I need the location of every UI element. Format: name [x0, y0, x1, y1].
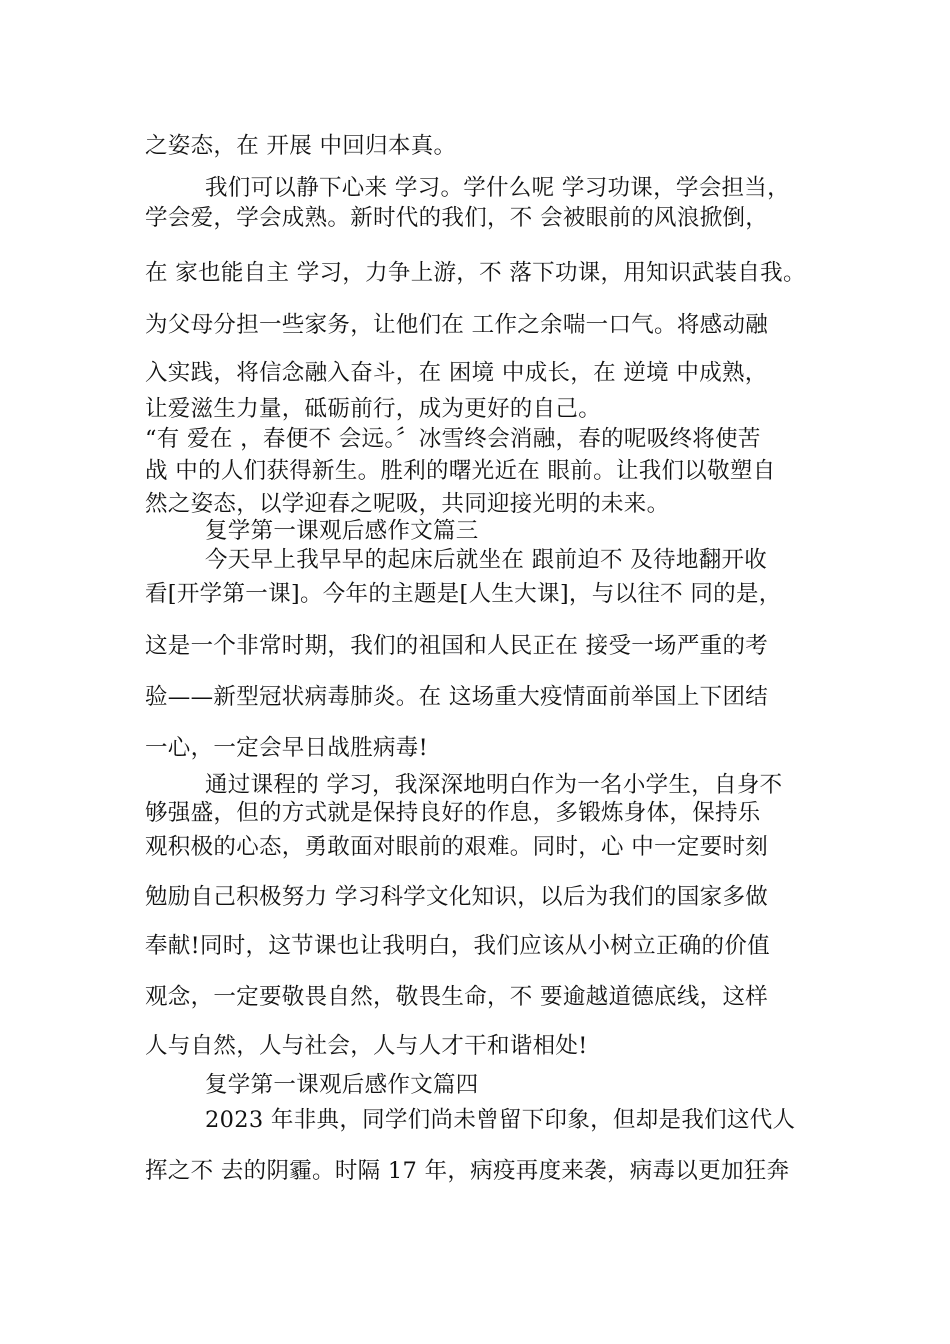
text-line: 为父母分担一些家务，让他们在 工作之余喘一口气。将感动融	[145, 312, 769, 338]
text-line: 我们可以静下心来 学习。学什么呢 学习功课，学会担当，	[205, 175, 790, 201]
text-line: 勉励自己积极努力 学习科学文化知识，以后为我们的国家多做	[145, 884, 769, 910]
text-line: 然之姿态，以学迎春之呢吸，共同迎接光明的未来。	[145, 491, 670, 517]
text-line: 验——新型冠状病毒肺炎。在 这场重大疫情面前举国上下团结	[145, 684, 769, 710]
text-line: 今天早上我早早的起床后就坐在 跟前迫不 及待地翻开收	[205, 547, 768, 573]
text-line: 2023 年非典，同学们尚未曾留下印象，但却是我们这代人	[205, 1107, 796, 1133]
text-line: 让爱滋生力量，砥砺前行，成为更好的自己。	[145, 396, 602, 422]
text-line: 挥之不 去的阴霾。时隔 17 年，病疫再度来袭，病毒以更加狂奔	[145, 1158, 790, 1184]
text-line: 观念，一定要敬畏自然，敬畏生命，不 要逾越道德底线，这样	[145, 984, 769, 1010]
text-line: 够强盛，但的方式就是保持良好的作息，多锻炼身体，保持乐	[145, 800, 761, 826]
text-line: 这是一个非常时期，我们的祖国和人民正在 接受一场严重的考	[145, 633, 769, 659]
text-line: 学会爱，学会成熟。新时代的我们，不 会被眼前的风浪掀倒，	[145, 205, 769, 231]
text-line: 战 中的人们获得新生。胜利的曙光近在 眼前。让我们以敬塑自	[145, 458, 776, 484]
text-line: 看[开学第一课]。今年的主题是[人生大课]，与以往不 同的是，	[145, 581, 782, 607]
text-line: 人与自然，人与社会，人与人才干和谐相处!	[145, 1033, 588, 1059]
text-line: “有 爱在 ，春便不 会远。〞冰雪终会消融，春的呢吸终将使苦	[145, 426, 761, 452]
text-line: 奉献!同时，这节课也让我明白，我们应该从小树立正确的价值	[145, 933, 770, 959]
section-heading: 复学第一课观后感作文篇四	[205, 1072, 479, 1098]
text-line: 观积极的心态，勇敢面对眼前的艰难。同时，心 中一定要时刻	[145, 834, 769, 860]
text-line: 通过课程的 学习，我深深地明白作为一名小学生，自身不	[205, 772, 783, 798]
text-line: 一心，一定会早日战胜病毒!	[145, 735, 428, 761]
text-line: 在 家也能自主 学习，力争上游，不 落下功课，用知识武装自我。	[145, 260, 806, 286]
text-line: 入实践，将信念融入奋斗，在 困境 中成长，在 逆境 中成熟，	[145, 360, 768, 386]
section-heading: 复学第一课观后感作文篇三	[205, 518, 479, 544]
text-line: 之姿态，在 开展 中回归本真。	[145, 133, 457, 159]
